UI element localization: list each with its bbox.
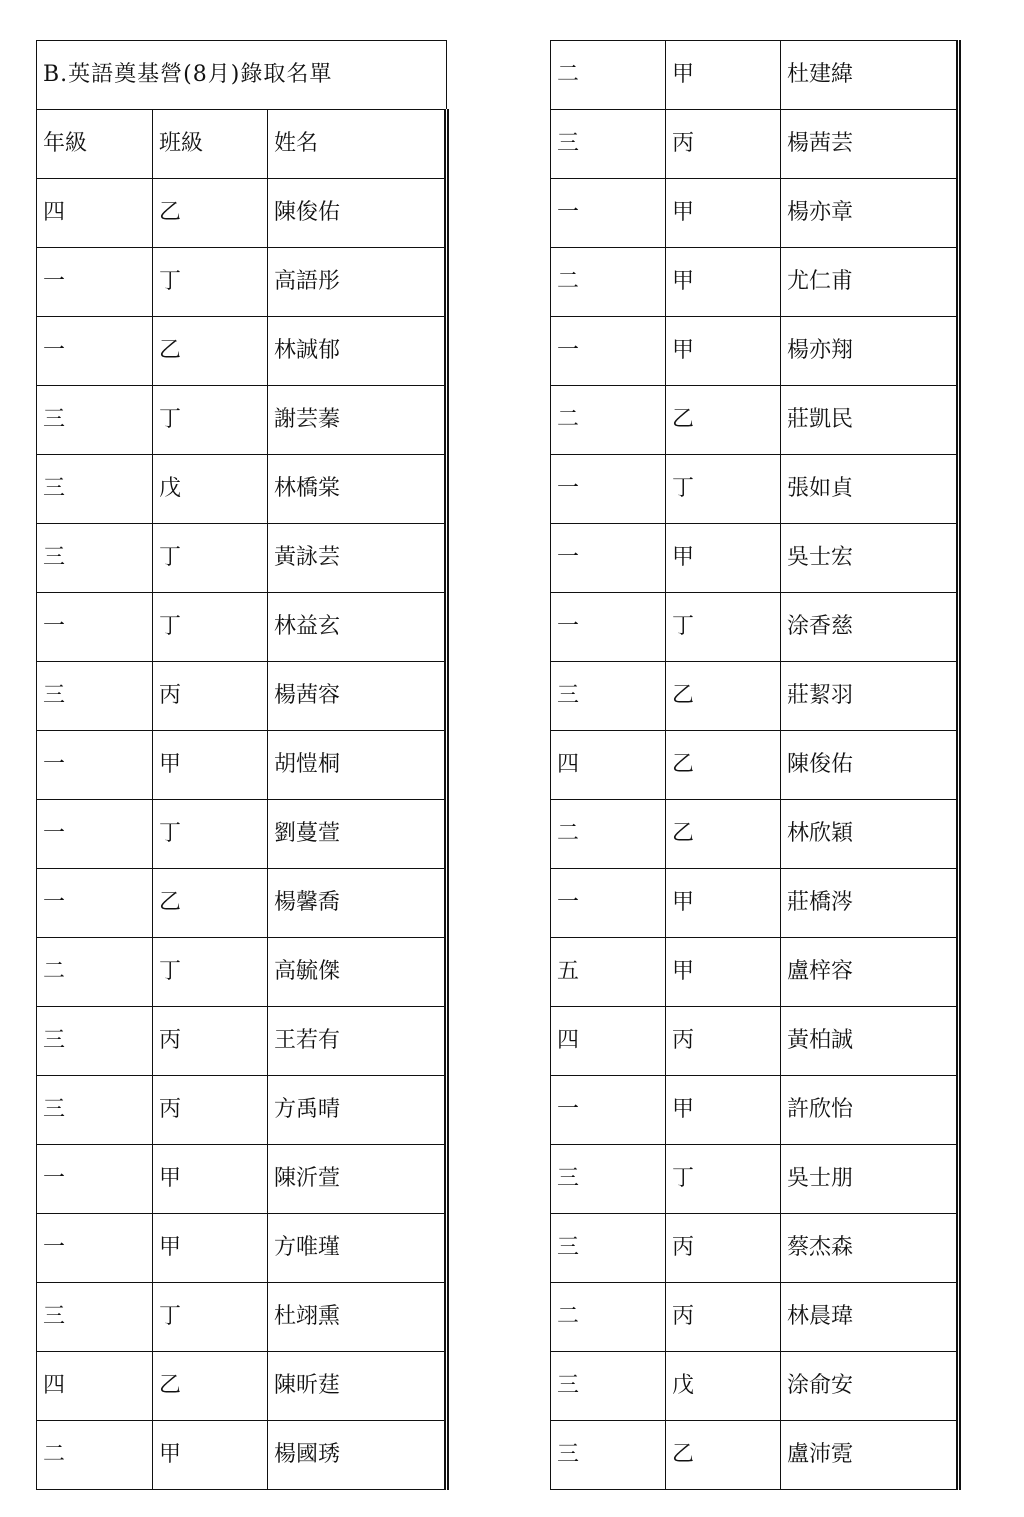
class-cell: 丙 bbox=[666, 1007, 781, 1076]
table-row bbox=[551, 248, 959, 317]
table-row bbox=[37, 869, 447, 938]
name-cell: 涂香慈 bbox=[781, 593, 959, 662]
name-cell: 謝芸蓁 bbox=[268, 386, 447, 455]
roster-title: B.英語奠基營(8月)錄取名單 bbox=[37, 41, 447, 110]
grade-cell: 三 bbox=[551, 1421, 666, 1490]
name-cell: 尤仁甫 bbox=[781, 248, 959, 317]
name-cell: 胡愷桐 bbox=[268, 731, 447, 800]
class-cell: 丁 bbox=[666, 593, 781, 662]
grade-cell: 二 bbox=[37, 938, 153, 1007]
table-row bbox=[37, 800, 447, 869]
name-cell: 杜建緯 bbox=[781, 41, 959, 110]
name-cell: 楊亦章 bbox=[781, 179, 959, 248]
class-cell: 丙 bbox=[666, 1283, 781, 1352]
class-cell: 甲 bbox=[153, 1214, 268, 1283]
name-cell: 王若有 bbox=[268, 1007, 447, 1076]
class-cell: 丁 bbox=[153, 938, 268, 1007]
grade-cell: 一 bbox=[551, 593, 666, 662]
grade-cell: 一 bbox=[551, 179, 666, 248]
grade-cell: 一 bbox=[37, 731, 153, 800]
grade-cell: 一 bbox=[551, 455, 666, 524]
class-cell: 乙 bbox=[666, 800, 781, 869]
class-cell: 甲 bbox=[666, 938, 781, 1007]
class-cell: 乙 bbox=[666, 662, 781, 731]
grade-cell: 二 bbox=[551, 41, 666, 110]
table-row bbox=[37, 1352, 447, 1421]
class-cell: 丁 bbox=[666, 1145, 781, 1214]
grade-cell: 一 bbox=[37, 800, 153, 869]
grade-cell: 一 bbox=[37, 869, 153, 938]
name-cell: 楊亦翔 bbox=[781, 317, 959, 386]
header-name: 姓名 bbox=[268, 110, 447, 179]
header-grade: 年級 bbox=[37, 110, 153, 179]
class-cell: 丁 bbox=[153, 1283, 268, 1352]
table-row bbox=[551, 317, 959, 386]
class-cell: 丁 bbox=[153, 593, 268, 662]
left-roster-table bbox=[36, 40, 449, 1490]
table-row bbox=[37, 386, 447, 455]
table-row bbox=[551, 110, 959, 179]
table-row bbox=[551, 1007, 959, 1076]
class-cell: 甲 bbox=[666, 1076, 781, 1145]
grade-cell: 三 bbox=[551, 1145, 666, 1214]
name-cell: 杜翊熏 bbox=[268, 1283, 447, 1352]
name-cell: 許欣怡 bbox=[781, 1076, 959, 1145]
class-cell: 甲 bbox=[666, 248, 781, 317]
class-cell: 乙 bbox=[153, 179, 268, 248]
grade-cell: 二 bbox=[37, 1421, 153, 1490]
grade-cell: 一 bbox=[551, 524, 666, 593]
table-row bbox=[551, 1145, 959, 1214]
table-row bbox=[551, 1421, 959, 1490]
table-row bbox=[551, 1076, 959, 1145]
grade-cell: 二 bbox=[551, 248, 666, 317]
table-row bbox=[551, 41, 959, 110]
grade-cell: 一 bbox=[551, 869, 666, 938]
table-row bbox=[551, 938, 959, 1007]
table-row bbox=[37, 593, 447, 662]
name-cell: 黃柏誠 bbox=[781, 1007, 959, 1076]
class-cell: 戊 bbox=[666, 1352, 781, 1421]
table-row bbox=[37, 662, 447, 731]
table-row bbox=[37, 1145, 447, 1214]
grade-cell: 三 bbox=[37, 386, 153, 455]
table-row bbox=[551, 800, 959, 869]
table-row bbox=[37, 1007, 447, 1076]
name-cell: 陳沂萱 bbox=[268, 1145, 447, 1214]
grade-cell: 三 bbox=[37, 1283, 153, 1352]
table-row bbox=[551, 524, 959, 593]
grade-cell: 二 bbox=[551, 386, 666, 455]
class-cell: 戊 bbox=[153, 455, 268, 524]
name-cell: 吳士朋 bbox=[781, 1145, 959, 1214]
table-row bbox=[551, 1283, 959, 1352]
table-row bbox=[551, 455, 959, 524]
class-cell: 丙 bbox=[153, 662, 268, 731]
table-row bbox=[37, 938, 447, 1007]
grade-cell: 三 bbox=[37, 662, 153, 731]
name-cell: 方禹晴 bbox=[268, 1076, 447, 1145]
name-cell: 楊國琇 bbox=[268, 1421, 447, 1490]
grade-cell: 四 bbox=[37, 1352, 153, 1421]
name-cell: 陳俊佑 bbox=[781, 731, 959, 800]
class-cell: 甲 bbox=[666, 524, 781, 593]
name-cell: 林晨瑋 bbox=[781, 1283, 959, 1352]
name-cell: 莊橋涔 bbox=[781, 869, 959, 938]
table-row bbox=[37, 1214, 447, 1283]
class-cell: 丁 bbox=[153, 524, 268, 593]
name-cell: 黃詠芸 bbox=[268, 524, 447, 593]
name-cell: 林欣穎 bbox=[781, 800, 959, 869]
table-row bbox=[37, 317, 447, 386]
grade-cell: 一 bbox=[37, 248, 153, 317]
name-cell: 吳士宏 bbox=[781, 524, 959, 593]
table-row bbox=[37, 524, 447, 593]
grade-cell: 三 bbox=[37, 524, 153, 593]
header-class: 班級 bbox=[153, 110, 268, 179]
name-cell: 蔡杰森 bbox=[781, 1214, 959, 1283]
class-cell: 甲 bbox=[666, 317, 781, 386]
name-cell: 盧梓容 bbox=[781, 938, 959, 1007]
name-cell: 莊絜羽 bbox=[781, 662, 959, 731]
name-cell: 莊凱民 bbox=[781, 386, 959, 455]
table-row bbox=[37, 731, 447, 800]
grade-cell: 三 bbox=[551, 110, 666, 179]
table-row bbox=[551, 1352, 959, 1421]
name-cell: 涂俞安 bbox=[781, 1352, 959, 1421]
name-cell: 林誠郁 bbox=[268, 317, 447, 386]
header-row bbox=[37, 110, 447, 179]
class-cell: 甲 bbox=[153, 1421, 268, 1490]
right-roster-table bbox=[550, 40, 961, 1490]
name-cell: 方唯瑾 bbox=[268, 1214, 447, 1283]
table-row bbox=[37, 455, 447, 524]
grade-cell: 一 bbox=[37, 317, 153, 386]
table-row bbox=[551, 869, 959, 938]
class-cell: 丙 bbox=[153, 1076, 268, 1145]
grade-cell: 三 bbox=[37, 1076, 153, 1145]
table-row bbox=[551, 593, 959, 662]
class-cell: 甲 bbox=[666, 179, 781, 248]
grade-cell: 二 bbox=[551, 1283, 666, 1352]
name-cell: 楊馨喬 bbox=[268, 869, 447, 938]
class-cell: 乙 bbox=[153, 869, 268, 938]
grade-cell: 三 bbox=[37, 1007, 153, 1076]
name-cell: 高語彤 bbox=[268, 248, 447, 317]
grade-cell: 五 bbox=[551, 938, 666, 1007]
name-cell: 張如貞 bbox=[781, 455, 959, 524]
class-cell: 丁 bbox=[153, 386, 268, 455]
name-cell: 高毓傑 bbox=[268, 938, 447, 1007]
grade-cell: 二 bbox=[551, 800, 666, 869]
class-cell: 丁 bbox=[153, 248, 268, 317]
class-cell: 丙 bbox=[153, 1007, 268, 1076]
class-cell: 丙 bbox=[666, 1214, 781, 1283]
grade-cell: 三 bbox=[551, 1352, 666, 1421]
table-row bbox=[551, 1214, 959, 1283]
class-cell: 乙 bbox=[153, 1352, 268, 1421]
name-cell: 盧沛霓 bbox=[781, 1421, 959, 1490]
grade-cell: 一 bbox=[551, 1076, 666, 1145]
name-cell: 林益玄 bbox=[268, 593, 447, 662]
name-cell: 劉蔓萱 bbox=[268, 800, 447, 869]
class-cell: 丁 bbox=[153, 800, 268, 869]
grade-cell: 一 bbox=[551, 317, 666, 386]
grade-cell: 四 bbox=[551, 1007, 666, 1076]
class-cell: 甲 bbox=[153, 1145, 268, 1214]
class-cell: 乙 bbox=[153, 317, 268, 386]
grade-cell: 一 bbox=[37, 1145, 153, 1214]
table-row bbox=[551, 662, 959, 731]
name-cell: 楊茜芸 bbox=[781, 110, 959, 179]
grade-cell: 一 bbox=[37, 593, 153, 662]
table-row bbox=[37, 179, 447, 248]
grade-cell: 三 bbox=[551, 662, 666, 731]
grade-cell: 四 bbox=[37, 179, 153, 248]
class-cell: 乙 bbox=[666, 1421, 781, 1490]
class-cell: 乙 bbox=[666, 731, 781, 800]
name-cell: 林橋棠 bbox=[268, 455, 447, 524]
grade-cell: 四 bbox=[551, 731, 666, 800]
table-row bbox=[551, 386, 959, 455]
table-row bbox=[37, 1421, 447, 1490]
table-row bbox=[37, 1076, 447, 1145]
class-cell: 甲 bbox=[153, 731, 268, 800]
class-cell: 丙 bbox=[666, 110, 781, 179]
table-row bbox=[37, 248, 447, 317]
title-row bbox=[37, 41, 447, 110]
table-row bbox=[551, 731, 959, 800]
table-row bbox=[551, 179, 959, 248]
class-cell: 甲 bbox=[666, 41, 781, 110]
name-cell: 陳俊佑 bbox=[268, 179, 447, 248]
class-cell: 乙 bbox=[666, 386, 781, 455]
class-cell: 丁 bbox=[666, 455, 781, 524]
grade-cell: 三 bbox=[551, 1214, 666, 1283]
name-cell: 楊茜容 bbox=[268, 662, 447, 731]
table-row bbox=[37, 1283, 447, 1352]
grade-cell: 一 bbox=[37, 1214, 153, 1283]
grade-cell: 三 bbox=[37, 455, 153, 524]
name-cell: 陳昕莛 bbox=[268, 1352, 447, 1421]
class-cell: 甲 bbox=[666, 869, 781, 938]
